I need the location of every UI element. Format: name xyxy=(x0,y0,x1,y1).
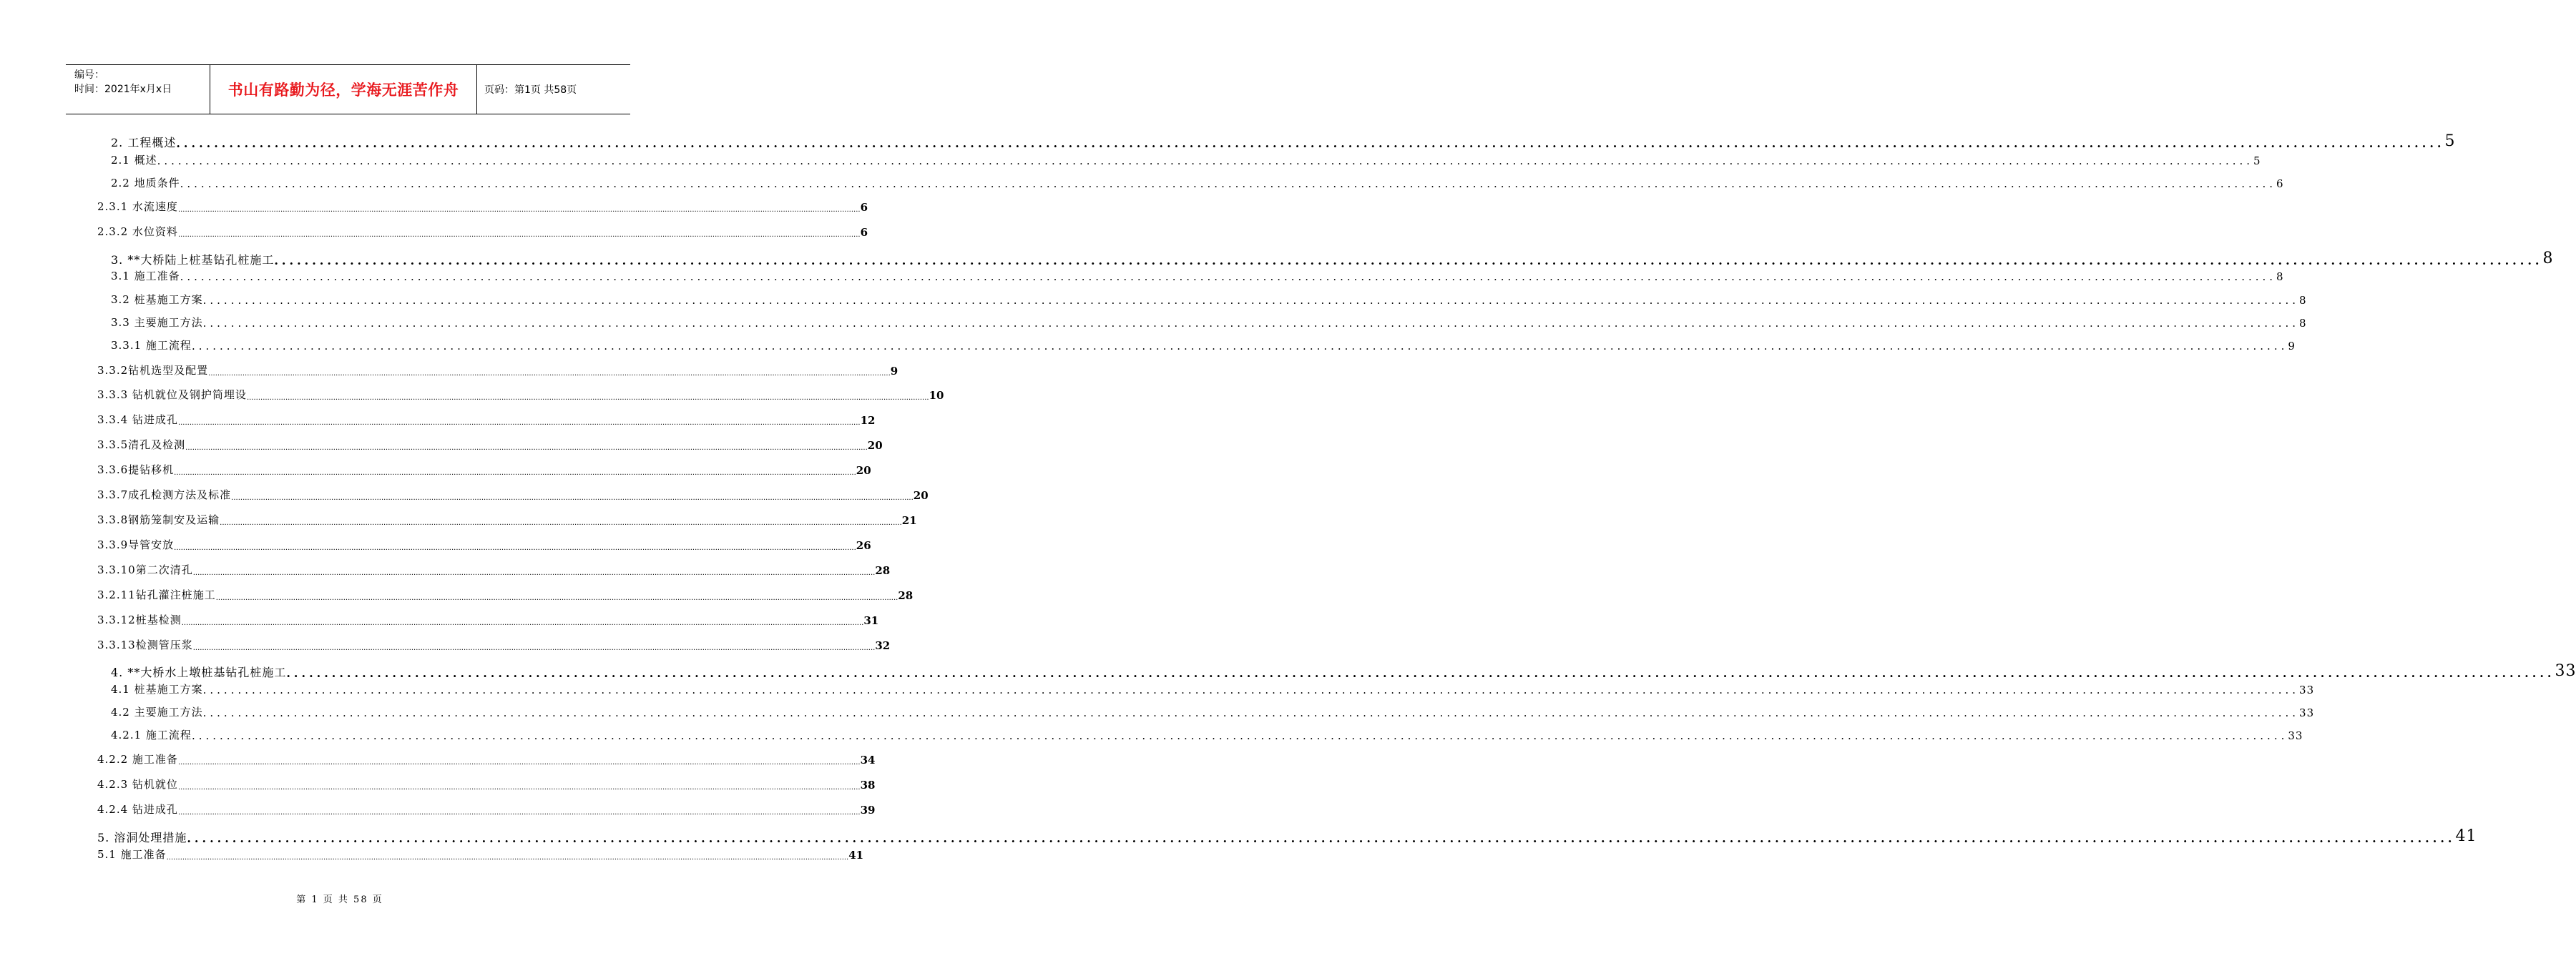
toc-entry[interactable] xyxy=(111,152,2261,167)
toc-entry[interactable] xyxy=(111,727,2303,742)
header-meta xyxy=(66,65,210,114)
toc-entry[interactable] xyxy=(97,847,864,862)
toc-entry-page: 9 xyxy=(2288,340,2296,353)
toc-entry-title: 5. 溶洞处理措施 xyxy=(97,831,187,844)
toc-entry-title: 3.1 施工准备 xyxy=(111,270,180,282)
toc-entry-page: 21 xyxy=(901,514,917,527)
toc-leader-dots: ............................................................................................................................................................................................................................................................................................................ xyxy=(177,784,861,792)
toc-entry-page: 9 xyxy=(890,365,898,378)
toc-entry[interactable] xyxy=(97,462,871,477)
toc-entry[interactable] xyxy=(111,662,2576,680)
toc-entry-title: 3.3.7成孔检测方法及标准 xyxy=(97,488,232,501)
toc-entry-page: 28 xyxy=(875,564,891,577)
toc-leader-dots: ............................................................................................................................................................................................................................................................................................................ xyxy=(191,340,2288,353)
toc-leader-dots: ............................................................................................................................................................................................................................................................................................................ xyxy=(215,594,898,602)
toc-entry[interactable] xyxy=(97,827,2477,845)
header-page-info: 页码：第1页 共58页 xyxy=(484,84,577,96)
toc-leader-dots: ............................................................................................................................................................................................................................................................................................................ xyxy=(202,684,2300,696)
toc-entry[interactable] xyxy=(111,250,2554,267)
toc-entry-title: 3.3.5清孔及检测 xyxy=(97,438,186,451)
toc-leader-dots: ............................................................................................................................................................................................................................................................................................................ xyxy=(208,370,891,378)
toc-entry-page: 41 xyxy=(848,849,864,862)
toc-entry[interactable] xyxy=(97,387,944,402)
toc-entry-title: 2.2 地质条件 xyxy=(111,177,180,189)
toc-entry[interactable] xyxy=(111,704,2315,719)
toc-leader-dots: ............................................................................................................................................................................................................................................................................................................ xyxy=(192,644,876,652)
toc-entry-title: 4.2.2 施工准备 xyxy=(97,753,178,766)
toc-entry-title: 3.3.1 施工流程 xyxy=(111,339,192,352)
toc-leader-dots: ............................................................................................................................................................................................................................................................................................................ xyxy=(181,619,864,627)
toc-leader-dots: ............................................................................................................................................................................................................................................................................................................ xyxy=(174,469,856,477)
toc-entry-page: 34 xyxy=(860,754,876,767)
toc-entry[interactable] xyxy=(97,512,917,527)
toc-entry-page: 39 xyxy=(860,804,876,817)
toc-entry-page: 33 xyxy=(2288,729,2303,742)
toc-entry-page: 5 xyxy=(2444,132,2456,150)
toc-entry-page: 33 xyxy=(2555,662,2576,680)
toc-entry-page: 6 xyxy=(860,226,868,239)
toc-entry-page: 31 xyxy=(863,614,879,627)
toc-entry[interactable] xyxy=(97,751,876,767)
toc-entry[interactable] xyxy=(97,363,898,378)
toc-leader-dots: ............................................................................................................................................................................................................................................................................................................ xyxy=(177,759,861,767)
toc-entry[interactable] xyxy=(97,224,868,239)
toc-entry-title: 3.3 主要施工方法 xyxy=(111,316,203,329)
toc-entry-title: 3.3.13检测管压浆 xyxy=(97,639,193,651)
toc-leader-dots: ............................................................................................................................................................................................................................................................................................................ xyxy=(192,569,876,577)
toc-entry-page: 6 xyxy=(2276,177,2284,190)
toc-entry-title: 3.2.11钻孔灌注桩施工 xyxy=(97,588,216,601)
toc-entry[interactable] xyxy=(97,437,883,452)
toc-entry-page: 38 xyxy=(860,779,876,792)
toc-entry[interactable] xyxy=(111,292,2307,307)
toc-entry-page: 6 xyxy=(860,201,868,214)
toc-leader-dots: ............................................................................................................................................................................................................................................................................................................ xyxy=(191,729,2288,742)
toc-entry-page: 10 xyxy=(929,389,944,402)
toc-entry-title: 4.2 主要施工方法 xyxy=(111,706,203,719)
toc-entry-page: 8 xyxy=(2299,317,2307,330)
toc-entry-page: 8 xyxy=(2299,294,2307,307)
toc-entry-title: 2.3.1 水流速度 xyxy=(97,200,178,213)
toc-entry-title: 4.2.3 钻机就位 xyxy=(97,778,178,791)
toc-leader-dots: ............................................................................................................................................................................................................................................................................................................ xyxy=(220,519,902,527)
toc-entry-title: 3.3.2钻机选型及配置 xyxy=(97,364,209,377)
toc-leader-dots: ............................................................................................................................................................................................................................................................................................................ xyxy=(157,154,2254,167)
toc-entry[interactable] xyxy=(97,587,914,602)
toc-leader-dots: ............................................................................................................................................................................................................................................................................................................ xyxy=(286,666,2555,680)
toc-entry[interactable] xyxy=(97,487,929,502)
toc-entry-page: 20 xyxy=(856,464,871,477)
toc-leader-dots: ............................................................................................................................................................................................................................................................................................................ xyxy=(174,544,856,552)
toc-entry-page: 33 xyxy=(2299,706,2315,719)
toc-entry[interactable] xyxy=(111,315,2307,330)
toc-leader-dots: ............................................................................................................................................................................................................................................................................................................ xyxy=(246,394,929,402)
toc-leader-dots: ............................................................................................................................................................................................................................................................................................................ xyxy=(177,419,861,427)
toc-entry-title: 3.2 桩基施工方案 xyxy=(111,293,203,306)
toc-entry[interactable] xyxy=(111,175,2284,190)
toc-entry-title: 4.2.4 钻进成孔 xyxy=(97,803,178,816)
toc-entry[interactable] xyxy=(111,681,2315,696)
toc-entry-page: 33 xyxy=(2299,684,2315,696)
toc-entry-title: 3.3.6提钻移机 xyxy=(97,463,175,476)
toc-entry-title: 3.3.4 钻进成孔 xyxy=(97,413,178,426)
toc-entry[interactable] xyxy=(97,637,891,652)
toc-entry[interactable] xyxy=(97,412,876,427)
toc-entry-page: 26 xyxy=(856,539,871,552)
toc-entry-page: 8 xyxy=(2542,250,2554,267)
toc-leader-dots: ............................................................................................................................................................................................................................................................................................................ xyxy=(180,270,2277,283)
toc-entry-page: 20 xyxy=(913,489,929,502)
toc-leader-dots: ............................................................................................................................................................................................................................................................................................................ xyxy=(185,444,868,452)
toc-entry-page: 12 xyxy=(860,414,876,427)
toc-leader-dots: ............................................................................................................................................................................................................................................................................................................ xyxy=(177,809,861,817)
header-motto: 书山有路勤为径，学海无涯苦作舟 xyxy=(210,65,477,114)
toc-entry[interactable] xyxy=(111,132,2456,150)
toc-entry-title: 2.3.2 水位资料 xyxy=(97,225,178,238)
toc-entry[interactable] xyxy=(97,562,891,577)
toc-entry-title: 3.3.9导管安放 xyxy=(97,538,175,551)
toc-entry-page: 5 xyxy=(2253,154,2261,167)
toc-entry-page: 28 xyxy=(898,589,914,602)
toc-leader-dots: ............................................................................................................................................................................................................................................................................................................ xyxy=(180,177,2277,190)
toc-entry[interactable] xyxy=(97,612,879,627)
toc-entry[interactable] xyxy=(111,337,2296,353)
toc-leader-dots: ............................................................................................................................................................................................................................................................................................................ xyxy=(176,137,2445,150)
toc-entry-title: 4.1 桩基施工方案 xyxy=(111,683,203,696)
toc-entry-title: 3.3.12桩基检测 xyxy=(97,613,182,626)
toc-entry-title: 3.3.3 钻机就位及钢护筒埋设 xyxy=(97,388,247,401)
page-footer: 第 1 页 共 58 页 xyxy=(296,895,383,905)
toc-entry-title: 3.3.10第二次清孔 xyxy=(97,563,193,576)
toc-leader-dots: ............................................................................................................................................................................................................................................................................................................ xyxy=(177,206,861,214)
toc-entry-title: 2.1 概述 xyxy=(111,154,157,167)
toc-entry-title: 2. 工程概述 xyxy=(111,136,177,149)
document-time-label: 时间：2021年x月x日 xyxy=(74,84,172,95)
toc-leader-dots: ............................................................................................................................................................................................................................................................................................................ xyxy=(177,231,861,239)
toc-leader-dots: ............................................................................................................................................................................................................................................................................................................ xyxy=(202,706,2300,719)
page-header xyxy=(66,64,630,114)
toc-entry-title: 4. **大桥水上墩桩基钻孔桩施工 xyxy=(111,666,287,679)
toc-entry-title: 5.1 施工准备 xyxy=(97,848,167,861)
toc-entry-title: 3.3.8钢筋笼制安及运输 xyxy=(97,513,220,526)
toc-leader-dots: ............................................................................................................................................................................................................................................................................................................ xyxy=(202,294,2300,307)
toc-entry-title: 4.2.1 施工流程 xyxy=(111,729,192,741)
toc-entry-page: 32 xyxy=(875,639,891,652)
toc-leader-dots: ............................................................................................................................................................................................................................................................................................................ xyxy=(274,254,2543,267)
toc-entry[interactable] xyxy=(97,777,876,792)
toc-entry-page: 41 xyxy=(2455,827,2477,845)
toc-entry[interactable] xyxy=(97,537,871,552)
toc-entry-page: 8 xyxy=(2276,270,2284,283)
toc-entry[interactable] xyxy=(97,802,876,817)
toc-entry[interactable] xyxy=(111,268,2284,283)
toc-leader-dots: ............................................................................................................................................................................................................................................................................................................ xyxy=(202,317,2300,330)
toc-entry-title: 3. **大桥陆上桩基钻孔桩施工 xyxy=(111,253,275,267)
toc-leader-dots: ............................................................................................................................................................................................................................................................................................................ xyxy=(187,832,2456,845)
toc-leader-dots: ............................................................................................................................................................................................................................................................................................................ xyxy=(231,494,914,502)
toc-entry[interactable] xyxy=(97,199,868,214)
toc-entry-page: 20 xyxy=(867,439,883,452)
toc-leader-dots: ............................................................................................................................................................................................................................................................................................................ xyxy=(166,854,849,862)
document-number-label: 编号： xyxy=(74,69,104,81)
